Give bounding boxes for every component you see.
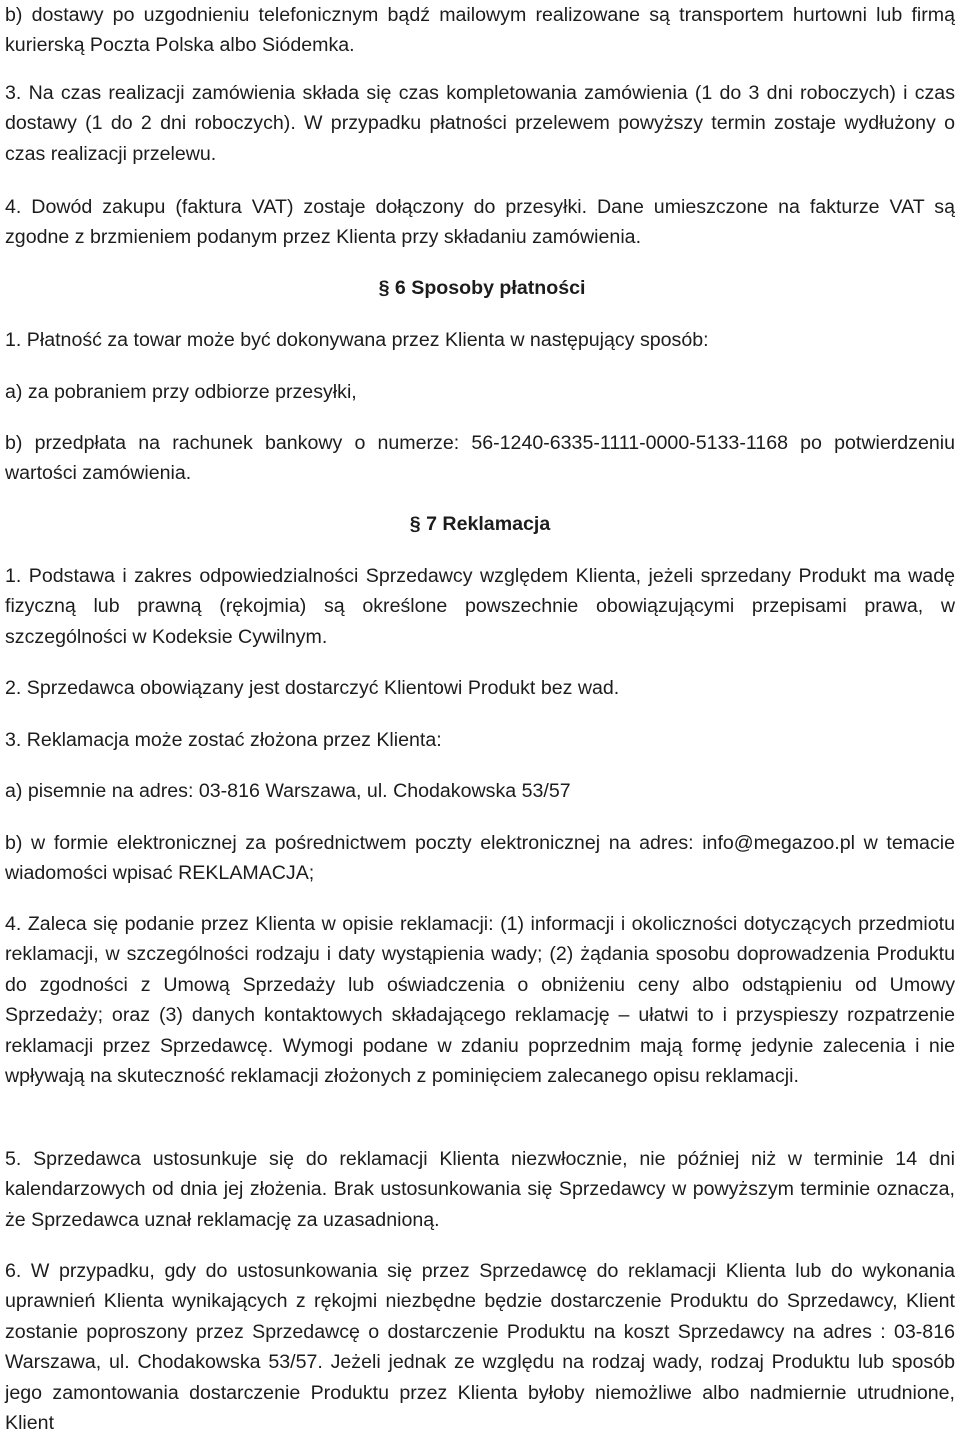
paragraph-3-order-fulfillment-time: 3. Na czas realizacji zamówienia składa się czas kompletowania zamówienia (1 do 3 dni roboczych) i czas dostawy (1 do 2 dni roboczych). W przypadku płatności przelewem powyższy termin zostaje wydłużony o czas realizacji przelewu. (5, 82, 955, 165)
paragraph-payment-b-bank-transfer: b) przedpłata na rachunek bankowy o numerze: 56-1240-6335-1111-0000-5133-1168 po potwierdzeniu wartości zamówienia. (5, 432, 955, 485)
section-heading-7-complaints: § 7 Reklamacja (409, 513, 551, 535)
paragraph-complaint-6-product-return: 6. W przypadku, gdy do ustosunkowania się przez Sprzedawcę do reklamacji Klienta lub do wykonania uprawnień Klienta wynikających z rękojmi niezbędne będzie dostarczenie Produktu do Sprzedawcy, Klient zostanie poproszony przez Sprzedawcę o dostarczenie Produktu na koszt Sprzedawcy na adres : 03-816 Warszawa, ul. Chodakowska 53/57. Jeżeli jednak ze względu na rodzaj wady, rodzaj Produktu lub sposób jego zamontowania dostarczenie Produktu przez Klienta byłoby niemożliwe albo nadmiernie utrudnione, Klient (5, 1260, 955, 1435)
paragraph-4-proof-of-purchase: 4. Dowód zakupu (faktura VAT) zostaje dołączony do przesyłki. Dane umieszczone na fakturze VAT są zgodne z brzmieniem podanym przez Klienta przy składaniu zamówienia. (5, 196, 955, 249)
paragraph-payment-1: 1. Płatność za towar może być dokonywana przez Klienta w następujący sposób: (5, 329, 709, 351)
paragraph-complaint-a-postal-address: a) pisemnie na adres: 03-816 Warszawa, ul. Chodakowska 53/57 (5, 780, 571, 802)
paragraph-complaint-2-no-defects: 2. Sprzedawca obowiązany jest dostarczyć Klientowi Produkt bez wad. (5, 677, 620, 699)
paragraph-complaint-5-response-time: 5. Sprzedawca ustosunkuje się do reklamacji Klienta niezwłocznie, nie później niż w terminie 14 dni kalendarzowych od dnia jej złożenia. Brak ustosunkowania się Sprzedawcy w powyższym terminie oznacza, że Sprzedawca uznał reklamację za uzasadnioną. (5, 1148, 955, 1231)
section-heading-6-payment-methods: § 6 Sposoby płatności (378, 277, 586, 299)
paragraph-complaint-4-recommended-info: 4. Zaleca się podanie przez Klienta w opisie reklamacji: (1) informacji i okoliczności dotyczących przedmiotu reklamacji, w szczególności rodzaju i daty wystąpienia wady; (2) żądania sposobu doprowadzenia Produktu do zgodności z Umową Sprzedaży lub oświadczenia o obniżeniu ceny albo odstąpieniu od Umowy Sprzedaży; oraz (3) danych kontaktowych składającego reklamację – ułatwi to i przyspieszy rozpatrzenie reklamacji przez Sprzedawcę. Wymogi podane w zdaniu poprzednim mają formę jedynie zalecenia i nie wpływają na skuteczność reklamacji złożonych z pominięciem zalecanego opisu reklamacji. (5, 913, 955, 1088)
paragraph-complaint-b-email: b) w formie elektronicznej za pośrednictwem poczty elektronicznej na adres: info@megazoo.pl w temacie wiadomości wpisać REKLAMACJA; (5, 832, 955, 885)
paragraph-payment-a-cash-on-delivery: a) za pobraniem przy odbiorze przesyłki, (5, 381, 357, 403)
paragraph-complaint-1-liability: 1. Podstawa i zakres odpowiedzialności Sprzedawcy względem Klienta, jeżeli sprzedany Produkt ma wadę fizyczną lub prawną (rękojmia) są określone powszechnie obowiązującymi przepisami prawa, w szczególności w Kodeksie Cywilnym. (5, 565, 955, 648)
paragraph-delivery-methods: b) dostawy po uzgodnieniu telefonicznym bądź mailowym realizowane są transportem hurtowni lub firmą kurierską Poczta Polska albo Siódemka. (5, 4, 955, 57)
paragraph-complaint-3-submission: 3. Reklamacja może zostać złożona przez Klienta: (5, 729, 442, 751)
